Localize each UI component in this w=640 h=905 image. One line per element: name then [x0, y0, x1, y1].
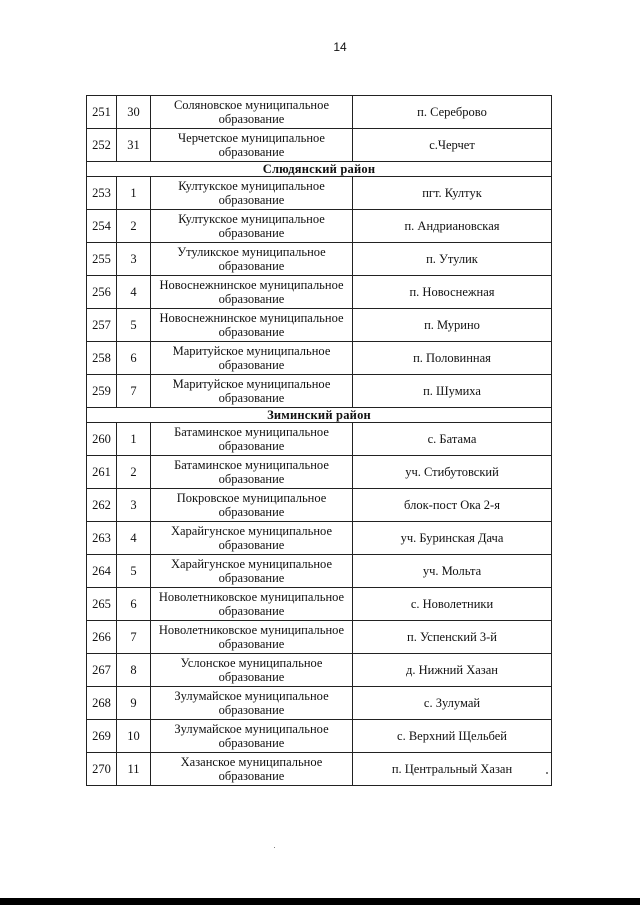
table-row [87, 555, 552, 588]
municipality-name: Черчетское муниципальное образование [151, 129, 353, 162]
settlement-name: п. Центральный Хазан [353, 753, 552, 786]
municipality-name: Новолетниковское муниципальное образование [151, 621, 353, 654]
municipality-name: Маритуйское муниципальное образование [151, 342, 353, 375]
district-title: Зиминский район [87, 408, 552, 423]
municipality-name: Покровское муниципальное образование [151, 489, 353, 522]
row-number: 255 [87, 243, 117, 276]
row-number: 267 [87, 654, 117, 687]
municipality-name: Батаминское муниципальное образование [151, 456, 353, 489]
municipality-name: Новолетниковское муниципальное образование [151, 588, 353, 621]
row-number: 262 [87, 489, 117, 522]
table-row [87, 177, 552, 210]
row-index: 6 [117, 342, 151, 375]
settlement-name: п. Успенский 3-й [353, 621, 552, 654]
settlement-name: с. Верхний Щельбей [353, 720, 552, 753]
row-number: 263 [87, 522, 117, 555]
table-row [87, 588, 552, 621]
table-row [87, 654, 552, 687]
scan-speck [274, 847, 275, 848]
table-row [87, 621, 552, 654]
municipality-name: Батаминское муниципальное образование [151, 423, 353, 456]
row-index: 30 [117, 96, 151, 129]
settlement-name: уч. Буринская Дача [353, 522, 552, 555]
municipality-name: Маритуйское муниципальное образование [151, 375, 353, 408]
table-row [87, 456, 552, 489]
row-number: 270 [87, 753, 117, 786]
table-row [87, 522, 552, 555]
row-index: 2 [117, 210, 151, 243]
settlement-name: п. Утулик [353, 243, 552, 276]
row-index: 11 [117, 753, 151, 786]
row-index: 2 [117, 456, 151, 489]
row-index: 8 [117, 654, 151, 687]
table-row [87, 375, 552, 408]
settlement-name: п. Мурино [353, 309, 552, 342]
municipality-name: Хазанское муниципальное образование [151, 753, 353, 786]
scan-edge-bar [0, 898, 640, 905]
settlement-name: с.Черчет [353, 129, 552, 162]
table-row [87, 423, 552, 456]
settlement-name: д. Нижний Хазан [353, 654, 552, 687]
municipality-name: Харайгунское муниципальное образование [151, 555, 353, 588]
municipality-name: Услонское муниципальное образование [151, 654, 353, 687]
settlement-name: уч. Мольта [353, 555, 552, 588]
row-number: 265 [87, 588, 117, 621]
row-number: 261 [87, 456, 117, 489]
district-title: Слюдянский район [87, 162, 552, 177]
table-row [87, 243, 552, 276]
municipality-name: Новоснежнинское муниципальное образование [151, 309, 353, 342]
municipality-name: Култукское муниципальное образование [151, 177, 353, 210]
row-number: 266 [87, 621, 117, 654]
table-row [87, 210, 552, 243]
row-number: 269 [87, 720, 117, 753]
table-row [87, 309, 552, 342]
settlement-name: п. Новоснежная [353, 276, 552, 309]
settlement-name: п. Шумиха [353, 375, 552, 408]
page-number: 14 [333, 40, 347, 54]
settlement-name: блок-пост Ока 2-я [353, 489, 552, 522]
district-header-row [87, 162, 552, 177]
row-index: 5 [117, 555, 151, 588]
row-number: 256 [87, 276, 117, 309]
municipality-name: Соляновское муниципальное образование [151, 96, 353, 129]
table-row [87, 129, 552, 162]
settlement-name: п. Андриановская [353, 210, 552, 243]
table-row [87, 96, 552, 129]
settlement-name: п. Сереброво [353, 96, 552, 129]
row-number: 258 [87, 342, 117, 375]
settlement-name: уч. Стибутовский [353, 456, 552, 489]
settlements-table [86, 95, 552, 786]
municipality-name: Харайгунское муниципальное образование [151, 522, 353, 555]
row-number: 260 [87, 423, 117, 456]
settlement-name: пгт. Култук [353, 177, 552, 210]
table-row [87, 342, 552, 375]
municipality-name: Зулумайское муниципальное образование [151, 720, 353, 753]
row-index: 5 [117, 309, 151, 342]
row-index: 1 [117, 177, 151, 210]
municipality-name: Новоснежнинское муниципальное образование [151, 276, 353, 309]
table-row [87, 720, 552, 753]
settlement-name: с. Батама [353, 423, 552, 456]
table-body [87, 96, 552, 786]
municipality-name: Зулумайское муниципальное образование [151, 687, 353, 720]
row-index: 4 [117, 522, 151, 555]
row-index: 9 [117, 687, 151, 720]
table-row [87, 489, 552, 522]
row-index: 7 [117, 375, 151, 408]
row-index: 3 [117, 243, 151, 276]
scan-speck [546, 772, 548, 774]
row-index: 31 [117, 129, 151, 162]
row-index: 10 [117, 720, 151, 753]
district-header-row [87, 408, 552, 423]
row-number: 264 [87, 555, 117, 588]
row-index: 7 [117, 621, 151, 654]
settlement-name: с. Зулумай [353, 687, 552, 720]
row-number: 259 [87, 375, 117, 408]
row-number: 252 [87, 129, 117, 162]
row-number: 268 [87, 687, 117, 720]
municipality-name: Утуликское муниципальное образование [151, 243, 353, 276]
table-row [87, 753, 552, 786]
row-number: 251 [87, 96, 117, 129]
row-number: 257 [87, 309, 117, 342]
table-row [87, 276, 552, 309]
settlement-name: п. Половинная [353, 342, 552, 375]
settlement-name: с. Новолетники [353, 588, 552, 621]
row-index: 3 [117, 489, 151, 522]
row-number: 254 [87, 210, 117, 243]
row-index: 1 [117, 423, 151, 456]
municipality-name: Култукское муниципальное образование [151, 210, 353, 243]
row-number: 253 [87, 177, 117, 210]
row-index: 6 [117, 588, 151, 621]
table-row [87, 687, 552, 720]
row-index: 4 [117, 276, 151, 309]
